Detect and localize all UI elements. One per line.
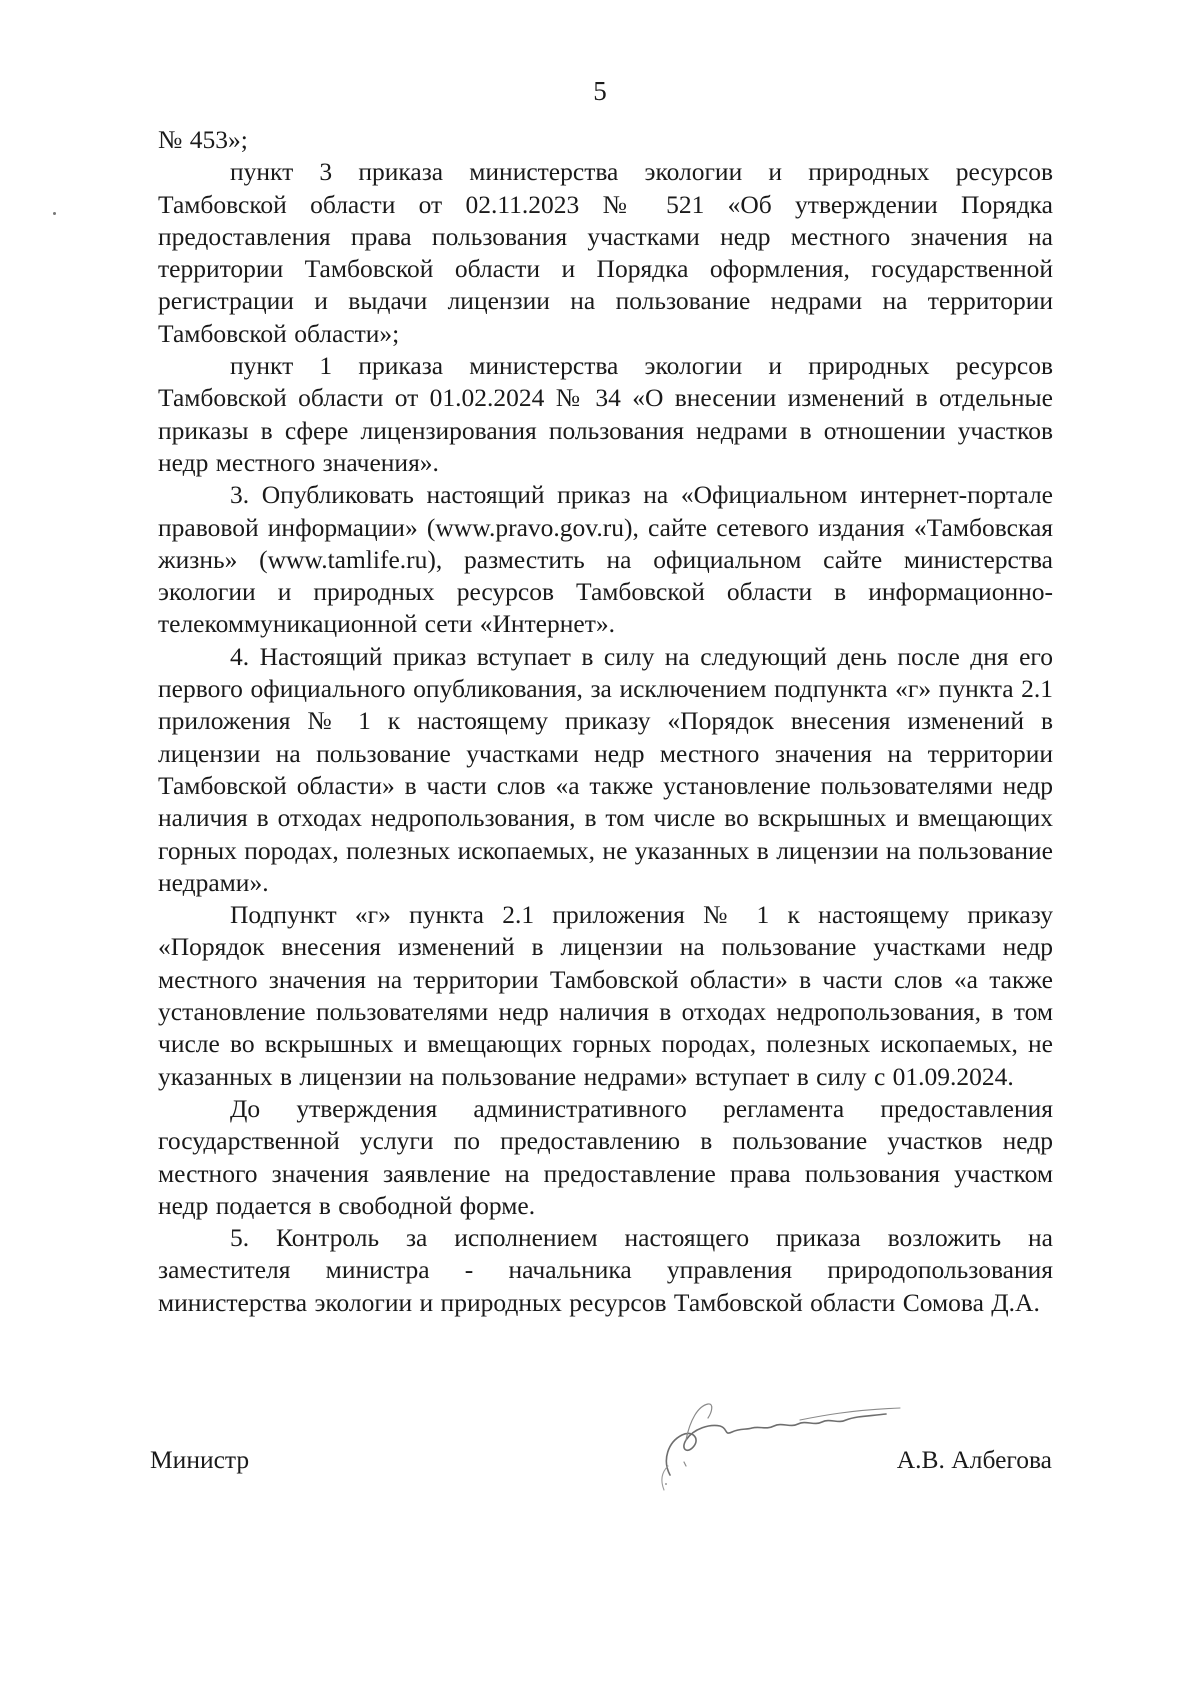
paragraph-clause-4: 4. Настоящий приказ вступает в силу на следующий день после дня его первого официального опубликования, за исключением подпункта «г» пункта 2.1 приложения № 1 к настоящему приказу «Порядок внесения изменений в лицензии на пользование участками недр местного значения на территории Тамбовской области» в части слов «а также установление пользователями недр наличия в отходах недропользования, в том числе во вскрышных и вмещающих горных породах, полезных ископаемых, не указанных в лицензии на пользование недрами». xyxy=(158,641,1053,897)
paragraph-subclause-g: Подпункт «г» пункта 2.1 приложения № 1 к настоящему приказу «Порядок внесения изменений в лицензии на пользование участками недр местного значения на территории Тамбовской области» в части слов «а также установление пользователями недр наличия в отходах недропользования, в том числе во вскрышных и вмещающих горных породах, полезных ископаемых, не указанных в лицензии на пользование недрами» вступает в силу с 01.09.2024. xyxy=(158,900,1053,1091)
paragraph-continuation: № 453»; xyxy=(158,125,248,154)
paragraph-clause-5: 5. Контроль за исполнением настоящего приказа возложить на заместителя министра - начальника управления природопользования министерства экологии и природных ресурсов Тамбовской области Сомова Д.А. xyxy=(158,1223,1053,1317)
paragraph-item-order-34: пункт 1 приказа министерства экологии и природных ресурсов Тамбовской области от 01.02.2024 № 34 «О внесении изменений в отдельные приказы в сфере лицензирования пользования недрами в отношении участков недр местного значения». xyxy=(158,351,1053,477)
signatory-title: Министр xyxy=(150,1445,250,1474)
paragraph-item-order-521: пункт 3 приказа министерства экологии и природных ресурсов Тамбовской области от 02.11.2023 № 521 «Об утверждении Порядка предоставления права пользования участками недр местного значения на территории Тамбовской области и Порядка оформления, государственной регистрации и выдачи лицензии на пользование недрами на территории Тамбовской области»; xyxy=(158,157,1053,348)
signature-block xyxy=(150,1440,1052,1510)
page-number: 5 xyxy=(593,76,607,106)
signatory-name: А.В. Албегова xyxy=(896,1445,1052,1474)
document-body xyxy=(158,124,1053,1319)
paragraph-transitional: До утверждения административного регламента предоставления государственной услуги по предоставлению в пользование участков недр местного значения заявление на предоставление права пользования участком недр подается в свободной форме. xyxy=(158,1093,1053,1220)
paragraph-clause-3: 3. Опубликовать настоящий приказ на «Официальном интернет-портале правовой информации» (www.pravo.gov.ru), сайте сетевого издания «Тамбовская жизнь» (www.tamlife.ru), разместить на официальном сайте министерства экологии и природных ресурсов Тамбовской области в информационно-телекоммуникационной сети «Интернет». xyxy=(158,480,1053,639)
scan-speck xyxy=(53,212,56,215)
